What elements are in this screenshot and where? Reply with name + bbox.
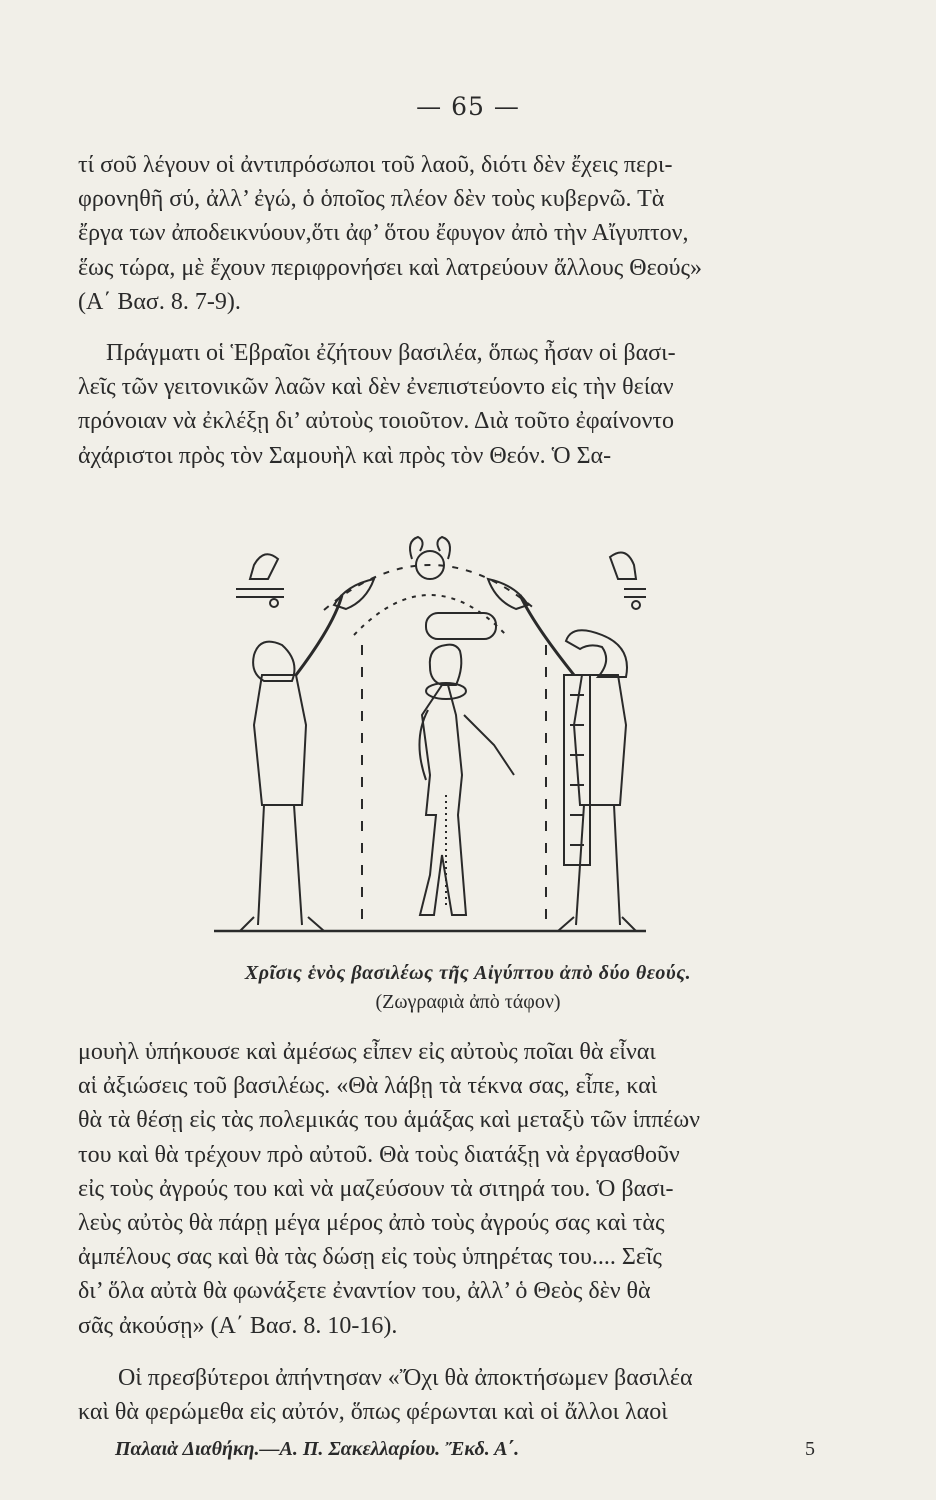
paragraph-3 [78, 1035, 848, 1343]
figure-subcaption: (Ζωγραφιὰ ἀπὸ τάφον) [375, 991, 561, 1013]
paragraph-2 [78, 336, 848, 473]
text-line: μουὴλ ὑπήκουσε καὶ ἀμέσως εἶπεν εἰς αὐτοὺς ποῖαι θὰ εἶναι [78, 1039, 656, 1065]
anointing-illustration [214, 525, 646, 933]
text-line: σᾶς ἀκούσῃ» (Α΄ Βασ. 8. 10-16). [78, 1312, 398, 1339]
text-line: ἀχάριστοι πρὸς τὸν Σαμουὴλ καὶ πρὸς τὸν Θεόν. Ὁ Σα- [78, 442, 612, 469]
text-line: λεῖς τῶν γειτονικῶν λαῶν καὶ δὲν ἐνεπιστεύοντο εἰς τὴν θείαν [78, 374, 674, 401]
text-line: εἰς τοὺς ἀγρούς του καὶ νὰ μαζεύσουν τὰ σιτηρά του. Ὁ βασι- [78, 1175, 674, 1202]
text-line: Οἱ πρεσβύτεροι ἀπήντησαν «Ὄχι θὰ ἀποκτήσωμεν βασιλέα [118, 1365, 693, 1391]
text-line: ἀμπέλους σας καὶ θὰ τὰς δώσῃ εἰς τοὺς ὑπηρέτας του.... Σεῖς [78, 1244, 662, 1271]
text-line: λεὺς αὐτὸς θὰ πάρῃ μέγα μέρος ἀπὸ τοὺς ἀγρούς σας καὶ τὰς [78, 1210, 665, 1237]
figure-caption: Χρῖσις ἑνὸς βασιλέως τῆς Αἰγύπτου ἀπὸ δύο θεούς. [244, 962, 692, 984]
paragraph-1 [78, 148, 848, 319]
signature-mark: 5 [805, 1438, 815, 1460]
text-line: πρόνοιαν νὰ ἐκλέξῃ δι’ αὐτοὺς τοιοῦτον. Διὰ τοῦτο ἐφαίνοντο [78, 408, 674, 435]
text-line: ἕως τώρα, μὲ ἔχουν περιφρονήσει καὶ λατρεύουν ἄλλους Θεούς» [78, 254, 703, 281]
text-line: δι’ ὅλα αὐτὰ θὰ φωνάξετε ἐναντίον του, ἀλλ’ ὁ Θεὸς δὲν θὰ [78, 1278, 651, 1305]
text-line: θὰ τὰ θέσῃ εἰς τὰς πολεμικάς του ἁμάξας καὶ μεταξὺ τῶν ἱππέων [78, 1107, 701, 1134]
text-line: του καὶ θὰ τρέχουν πρὸ αὐτοῦ. Θὰ τοὺς διατάξῃ νὰ ἐργασθοῦν [78, 1141, 680, 1168]
footer-title: Παλαιὰ Διαθήκη.—Α. Π. Σακελλαρίου. Ἔκδ. Α΄. [115, 1438, 520, 1460]
text-line: καὶ θὰ φερώμεθα εἰς αὐτόν, ὅπως φέρωνται καὶ οἱ ἄλλοι λαοὶ [78, 1399, 668, 1426]
text-line: (Α΄ Βασ. 8. 7-9). [78, 288, 241, 315]
text-line: αἱ ἀξιώσεις τοῦ βασιλέως. «Θὰ λάβῃ τὰ τέκνα σας, εἶπε, καὶ [78, 1073, 658, 1100]
page-footer [115, 1438, 815, 1461]
text-line: ἔργα των ἀποδεικνύουν,ὅτι ἀφ’ ὅτου ἔφυγον ἀπὸ τὴν Αἴγυπτον, [78, 220, 689, 247]
text-line: φρονηθῆ σύ, ἀλλ’ ἐγώ, ὁ ὁποῖος πλέον δὲν τοὺς κυβερνῶ. Τὰ [78, 186, 665, 213]
text-line: τί σοῦ λέγουν οἱ ἀντιπρόσωποι τοῦ λαοῦ, διότι δὲν ἔχεις περι- [78, 152, 673, 178]
text-line: Πράγματι οἱ Ἑβραῖοι ἐζήτουν βασιλέα, ὅπως ἦσαν οἱ βασι- [106, 340, 676, 366]
paragraph-4 [78, 1361, 848, 1429]
page-number: — 65 — [416, 92, 520, 121]
